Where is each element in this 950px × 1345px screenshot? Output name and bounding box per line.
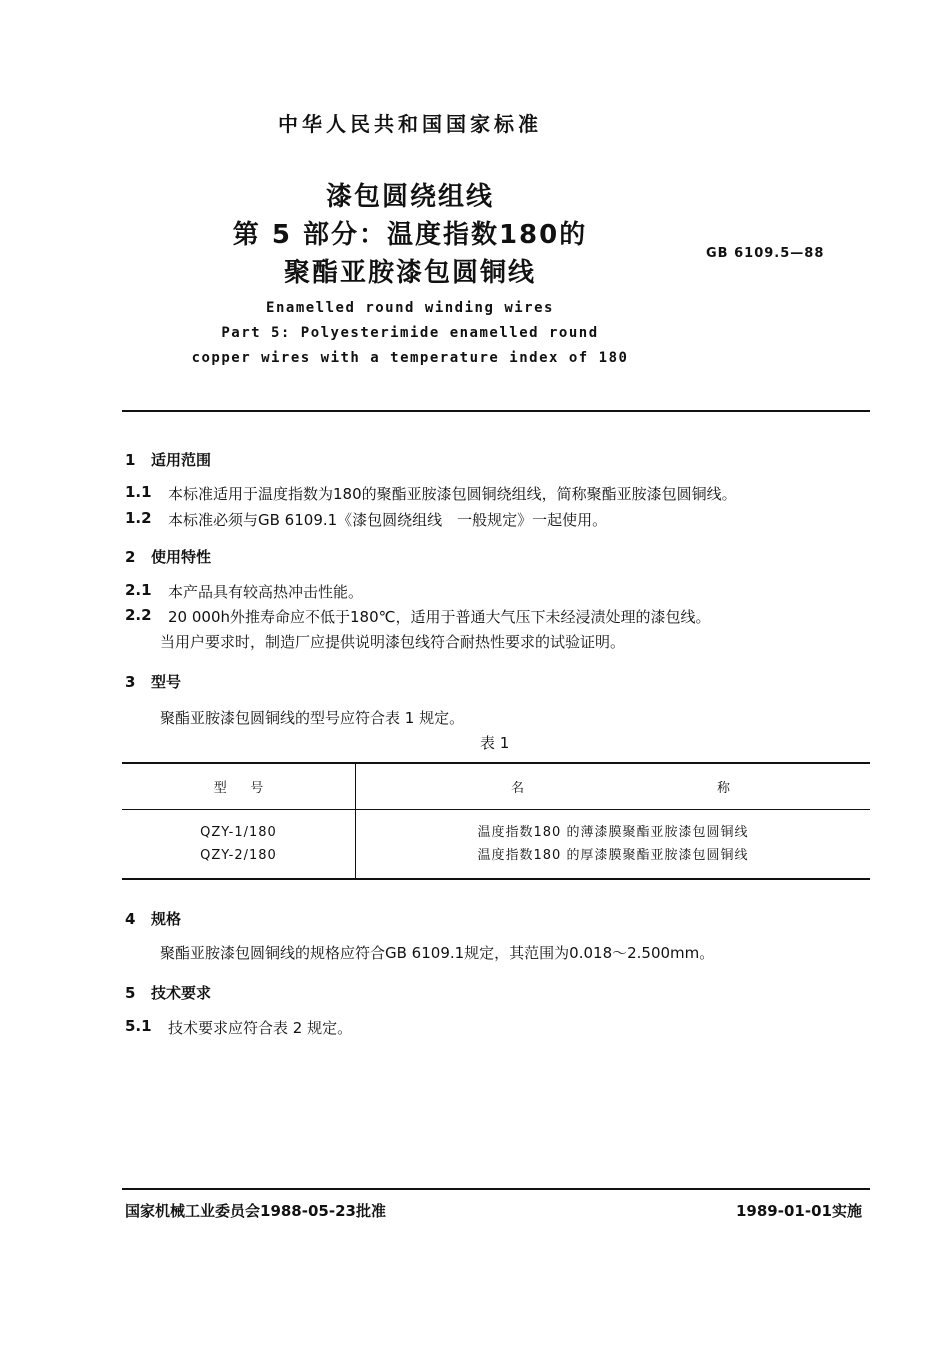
section-5-heading bbox=[125, 982, 211, 1003]
title-cn-line2: 第 5 部分：温度指数180的 bbox=[232, 220, 588, 250]
approval-line: 国家机械工业委员会1988-05-23批准 bbox=[125, 1202, 386, 1220]
clause-1-2-number: 1.2 bbox=[125, 509, 152, 527]
clause-1-2-text: 本标准必须与GB 6109.1《漆包圆绕组线 一般规定》一起使用。 bbox=[168, 511, 608, 529]
table-1-model-1: QZY-1/180 bbox=[200, 824, 277, 840]
section-2-number: 2 bbox=[125, 548, 136, 566]
section-4-heading bbox=[125, 908, 181, 929]
table-1-name-2: 温度指数180 的厚漆膜聚酯亚胺漆包圆铜线 bbox=[477, 847, 749, 863]
table-1-header-name-char1: 名 bbox=[511, 780, 525, 796]
clause-2-2-text: 20 000h外推寿命应不低于180℃，适用于普通大气压下未经浸渍处理的漆包线。 bbox=[168, 608, 711, 626]
section-2-heading bbox=[125, 546, 211, 567]
title-en-line2: Part 5: Polyesterimide enamelled round bbox=[221, 325, 599, 341]
table-1-model-2: QZY-2/180 bbox=[200, 847, 277, 863]
clause-2-1-text: 本产品具有较高热冲击性能。 bbox=[168, 583, 364, 601]
title-cn-line3: 聚酯亚胺漆包圆铜线 bbox=[283, 258, 536, 288]
table-1-header-model bbox=[122, 763, 356, 809]
clause-1-1-number: 1.1 bbox=[125, 483, 152, 501]
table-1-body-row bbox=[122, 809, 870, 879]
national-standard-heading: 中华人民共和国国家标准 bbox=[278, 112, 542, 136]
table-1-caption: 表 1 bbox=[480, 734, 510, 752]
table-1-name-1: 温度指数180 的薄漆膜聚酯亚胺漆包圆铜线 bbox=[477, 824, 749, 840]
clause-2-2-continuation: 当用户要求时，制造厂应提供说明漆包线符合耐热性要求的试验证明。 bbox=[160, 633, 626, 651]
section-3-text: 聚酯亚胺漆包圆铜线的型号应符合表 1 规定。 bbox=[160, 709, 465, 727]
clause-5-1-text: 技术要求应符合表 2 规定。 bbox=[168, 1019, 353, 1037]
title-en-line1: Enamelled round winding wires bbox=[266, 300, 554, 316]
section-5-number: 5 bbox=[125, 984, 136, 1002]
title-cn-line1: 漆包圆绕组线 bbox=[325, 182, 494, 212]
top-divider bbox=[122, 410, 870, 412]
section-3-heading bbox=[125, 671, 181, 692]
table-1-name-cell bbox=[356, 809, 871, 879]
clause-2-2-number: 2.2 bbox=[125, 606, 152, 624]
clause-2-1-number: 2.1 bbox=[125, 581, 152, 599]
table-1-header-row bbox=[122, 763, 870, 809]
table-1-header-model-char2: 号 bbox=[250, 780, 264, 796]
section-3-number: 3 bbox=[125, 673, 136, 691]
table-1-model-cell bbox=[122, 809, 356, 879]
table-1-header-name-char2: 称 bbox=[716, 780, 730, 796]
section-1-title: 适用范围 bbox=[151, 451, 212, 469]
bottom-divider bbox=[122, 1188, 870, 1190]
section-4-number: 4 bbox=[125, 910, 136, 928]
standard-code: GB 6109.5—88 bbox=[706, 246, 825, 261]
title-en-line3: copper wires with a temperature index of 180 bbox=[191, 350, 629, 366]
effective-date-line: 1989-01-01实施 bbox=[736, 1202, 862, 1220]
clause-5-1-number: 5.1 bbox=[125, 1017, 152, 1035]
section-3-title: 型号 bbox=[151, 673, 182, 691]
section-1-number: 1 bbox=[125, 451, 136, 469]
table-1 bbox=[122, 762, 870, 880]
table-1-header-model-char1: 型 bbox=[213, 780, 227, 796]
section-5-title: 技术要求 bbox=[151, 984, 212, 1002]
clause-1-1-text: 本标准适用于温度指数为180的聚酯亚胺漆包圆铜绕组线，简称聚酯亚胺漆包圆铜线。 bbox=[168, 485, 737, 503]
section-1-heading bbox=[125, 449, 211, 470]
table-1-header-name bbox=[356, 763, 871, 809]
section-4-text: 聚酯亚胺漆包圆铜线的规格应符合GB 6109.1规定，其范围为0.018～2.500mm。 bbox=[160, 944, 715, 962]
section-2-title: 使用特性 bbox=[151, 548, 212, 566]
section-4-title: 规格 bbox=[151, 910, 182, 928]
